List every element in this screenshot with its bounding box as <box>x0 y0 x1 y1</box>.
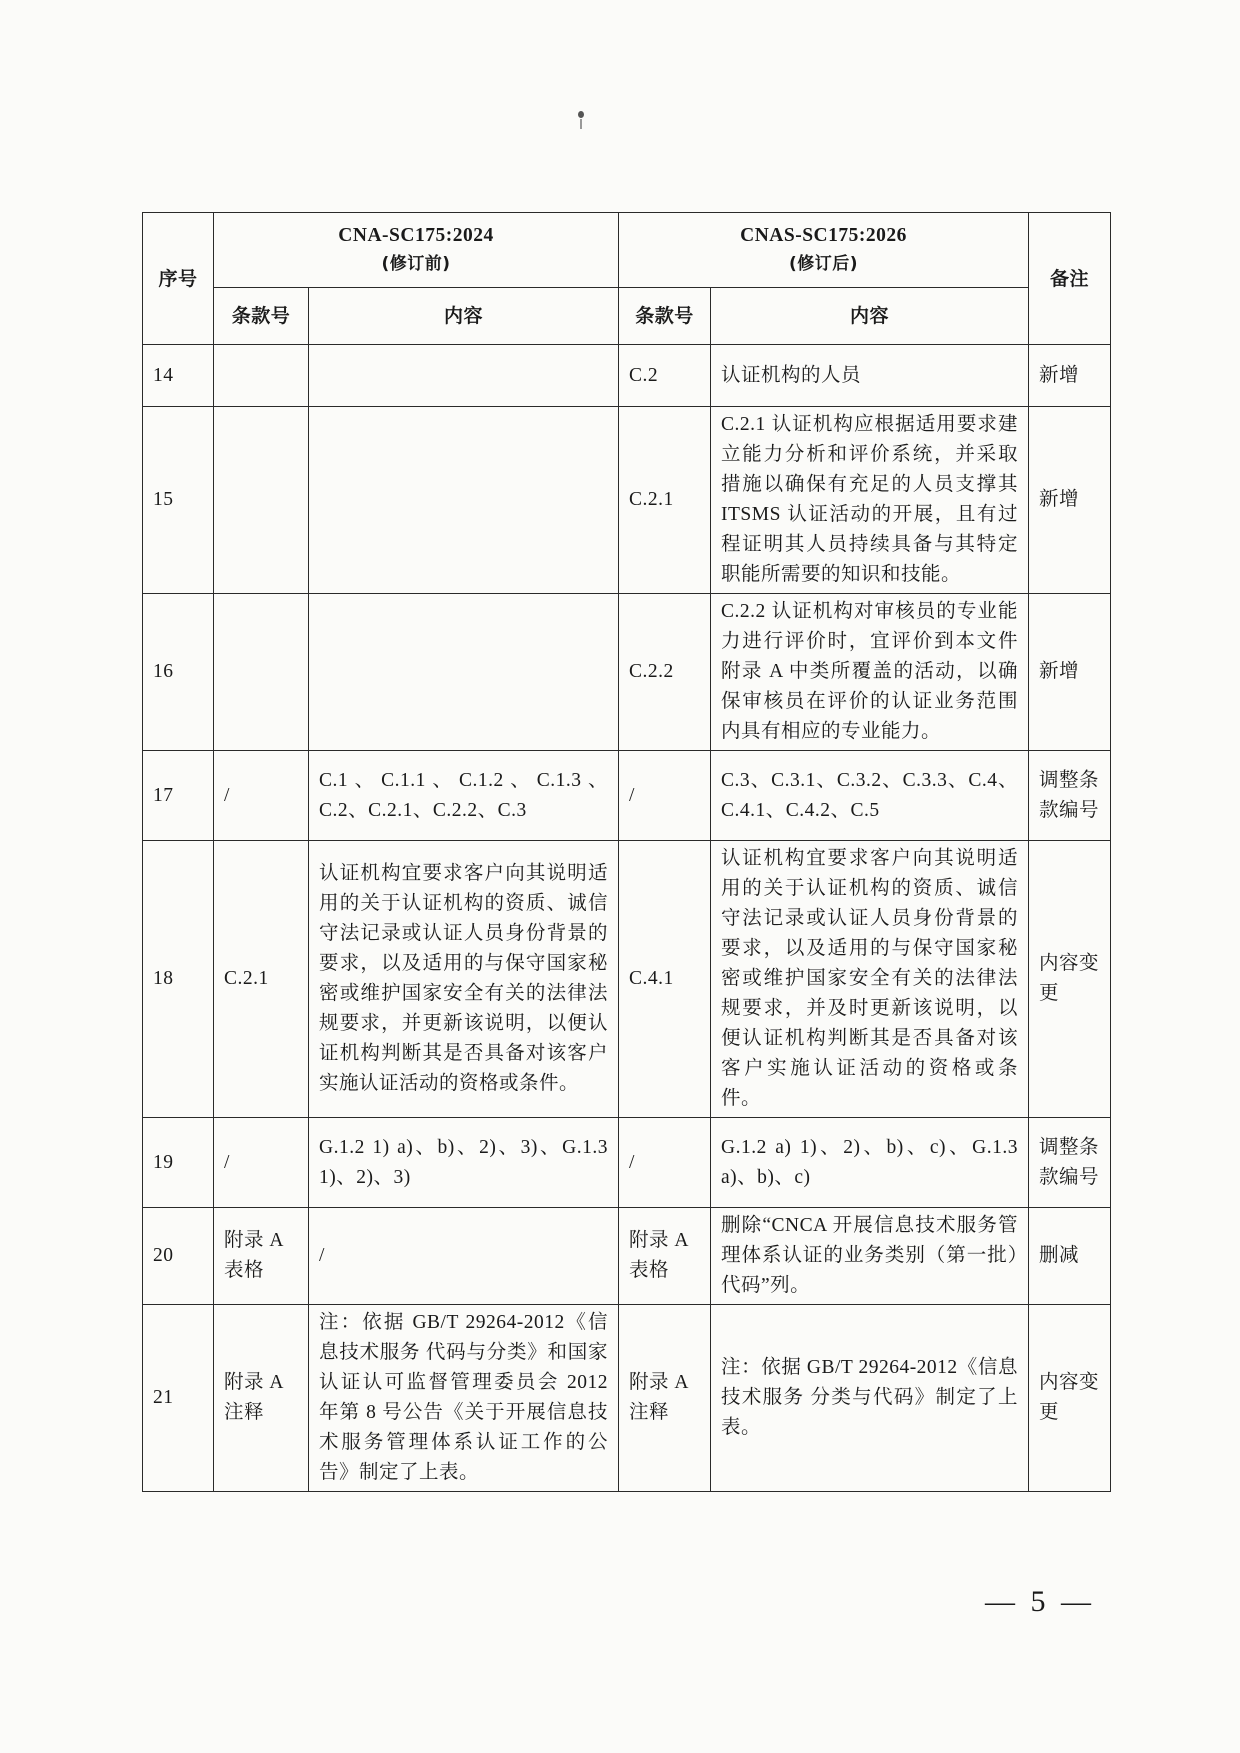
row-content-after: 注：依据 GB/T 29264-2012《信息技术服务 分类与代码》制定了上表。 <box>711 1305 1029 1492</box>
row-clause-before <box>214 407 309 594</box>
table-row <box>143 1208 1111 1305</box>
table-row <box>143 345 1111 407</box>
header-after-standard: CNAS-SC175:2026 <box>740 225 907 246</box>
row-content-after: C.2.1 认证机构应根据适用要求建立能力分析和评价系统，并采取措施以确保有充足的人员支撑其 ITSMS 认证活动的开展，且有过程证明其人员持续具备与其特定职能所需要的知识和技能。 <box>711 407 1029 594</box>
row-clause-before: / <box>214 751 309 841</box>
row-content-before <box>309 345 619 407</box>
revision-comparison-table <box>142 212 1111 1492</box>
row-clause-after: C.2.2 <box>619 594 711 751</box>
row-remark: 新增 <box>1029 407 1111 594</box>
header-remark: 备注 <box>1029 213 1111 345</box>
header-seq: 序号 <box>143 213 214 345</box>
row-content-before: 认证机构宜要求客户向其说明适用的关于认证机构的资质、诚信守法记录或认证人员身份背景的要求，以及适用的与保守国家秘密或维护国家安全有关的法律法规要求，并更新该说明，以便认证机构判断其是否具备对该客户实施认证活动的资格或条件。 <box>309 841 619 1118</box>
row-content-before <box>309 407 619 594</box>
row-content-after: 认证机构的人员 <box>711 345 1029 407</box>
scan-speck-tail <box>580 119 582 129</box>
table-row <box>143 407 1111 594</box>
row-clause-after: C.4.1 <box>619 841 711 1118</box>
row-clause-after: 附录 A 注释 <box>619 1305 711 1492</box>
row-content-after: 删除“CNCA 开展信息技术服务管理体系认证的业务类别（第一批）代码”列。 <box>711 1208 1029 1305</box>
row-content-before: 注：依据 GB/T 29264-2012《信息技术服务 代码与分类》和国家认证认可监督管理委员会 2012 年第 8 号公告《关于开展信息技术服务管理体系认证工作的公告》制定了上表。 <box>309 1305 619 1492</box>
row-clause-before: C.2.1 <box>214 841 309 1118</box>
table-row <box>143 594 1111 751</box>
row-content-before: / <box>309 1208 619 1305</box>
row-seq: 21 <box>143 1305 214 1492</box>
scan-speck <box>578 111 584 118</box>
header-clause-after: 条款号 <box>619 288 711 345</box>
header-before-standard: CNA-SC175:2024 <box>338 225 494 246</box>
header-content-after: 内容 <box>711 288 1029 345</box>
row-seq: 18 <box>143 841 214 1118</box>
row-content-before: G.1.2 1) a)、b)、2)、3)、G.1.3 1)、2)、3) <box>309 1118 619 1208</box>
row-clause-after: C.2.1 <box>619 407 711 594</box>
table-row <box>143 1305 1111 1492</box>
row-remark: 调整条款编号 <box>1029 1118 1111 1208</box>
row-content-after: 认证机构宜要求客户向其说明适用的关于认证机构的资质、诚信守法记录或认证人员身份背景的要求，以及适用的与保守国家秘密或维护国家安全有关的法律法规要求，并及时更新该说明，以便认证机构判断其是否具备对该客户实施认证活动的资格或条件。 <box>711 841 1029 1118</box>
row-seq: 19 <box>143 1118 214 1208</box>
header-content-before: 内容 <box>309 288 619 345</box>
row-clause-before: / <box>214 1118 309 1208</box>
page-number: — 5 — <box>985 1585 1095 1618</box>
row-remark: 删减 <box>1029 1208 1111 1305</box>
header-after <box>619 213 1029 288</box>
header-before <box>214 213 619 288</box>
row-content-after: G.1.2 a) 1)、2)、b)、c)、G.1.3 a)、b)、c) <box>711 1118 1029 1208</box>
row-seq: 20 <box>143 1208 214 1305</box>
row-seq: 16 <box>143 594 214 751</box>
row-clause-after: / <box>619 751 711 841</box>
row-clause-after: C.2 <box>619 345 711 407</box>
row-remark: 内容变更 <box>1029 1305 1111 1492</box>
row-remark: 新增 <box>1029 345 1111 407</box>
row-clause-before <box>214 345 309 407</box>
row-seq: 15 <box>143 407 214 594</box>
header-row-1 <box>143 213 1111 288</box>
row-remark: 调整条款编号 <box>1029 751 1111 841</box>
row-clause-after: / <box>619 1118 711 1208</box>
header-row-2 <box>143 288 1111 345</box>
row-content-after: C.2.2 认证机构对审核员的专业能力进行评价时，宜评价到本文件附录 A 中类所覆盖的活动，以确保审核员在评价的认证业务范围内具有相应的专业能力。 <box>711 594 1029 751</box>
row-clause-after: 附录 A 表格 <box>619 1208 711 1305</box>
header-after-revision: (修订后) <box>788 254 859 274</box>
row-seq: 14 <box>143 345 214 407</box>
row-clause-before <box>214 594 309 751</box>
row-content-before: C.1、C.1.1、C.1.2、C.1.3、C.2、C.2.1、C.2.2、C.3 <box>309 751 619 841</box>
table-row <box>143 751 1111 841</box>
row-content-before <box>309 594 619 751</box>
row-remark: 内容变更 <box>1029 841 1111 1118</box>
row-seq: 17 <box>143 751 214 841</box>
header-clause-before: 条款号 <box>214 288 309 345</box>
row-clause-before: 附录 A 注释 <box>214 1305 309 1492</box>
table-row <box>143 841 1111 1118</box>
row-content-after: C.3、C.3.1、C.3.2、C.3.3、C.4、C.4.1、C.4.2、C.5 <box>711 751 1029 841</box>
row-clause-before: 附录 A 表格 <box>214 1208 309 1305</box>
row-remark: 新增 <box>1029 594 1111 751</box>
header-before-revision: (修订前) <box>381 254 451 274</box>
table-row <box>143 1118 1111 1208</box>
